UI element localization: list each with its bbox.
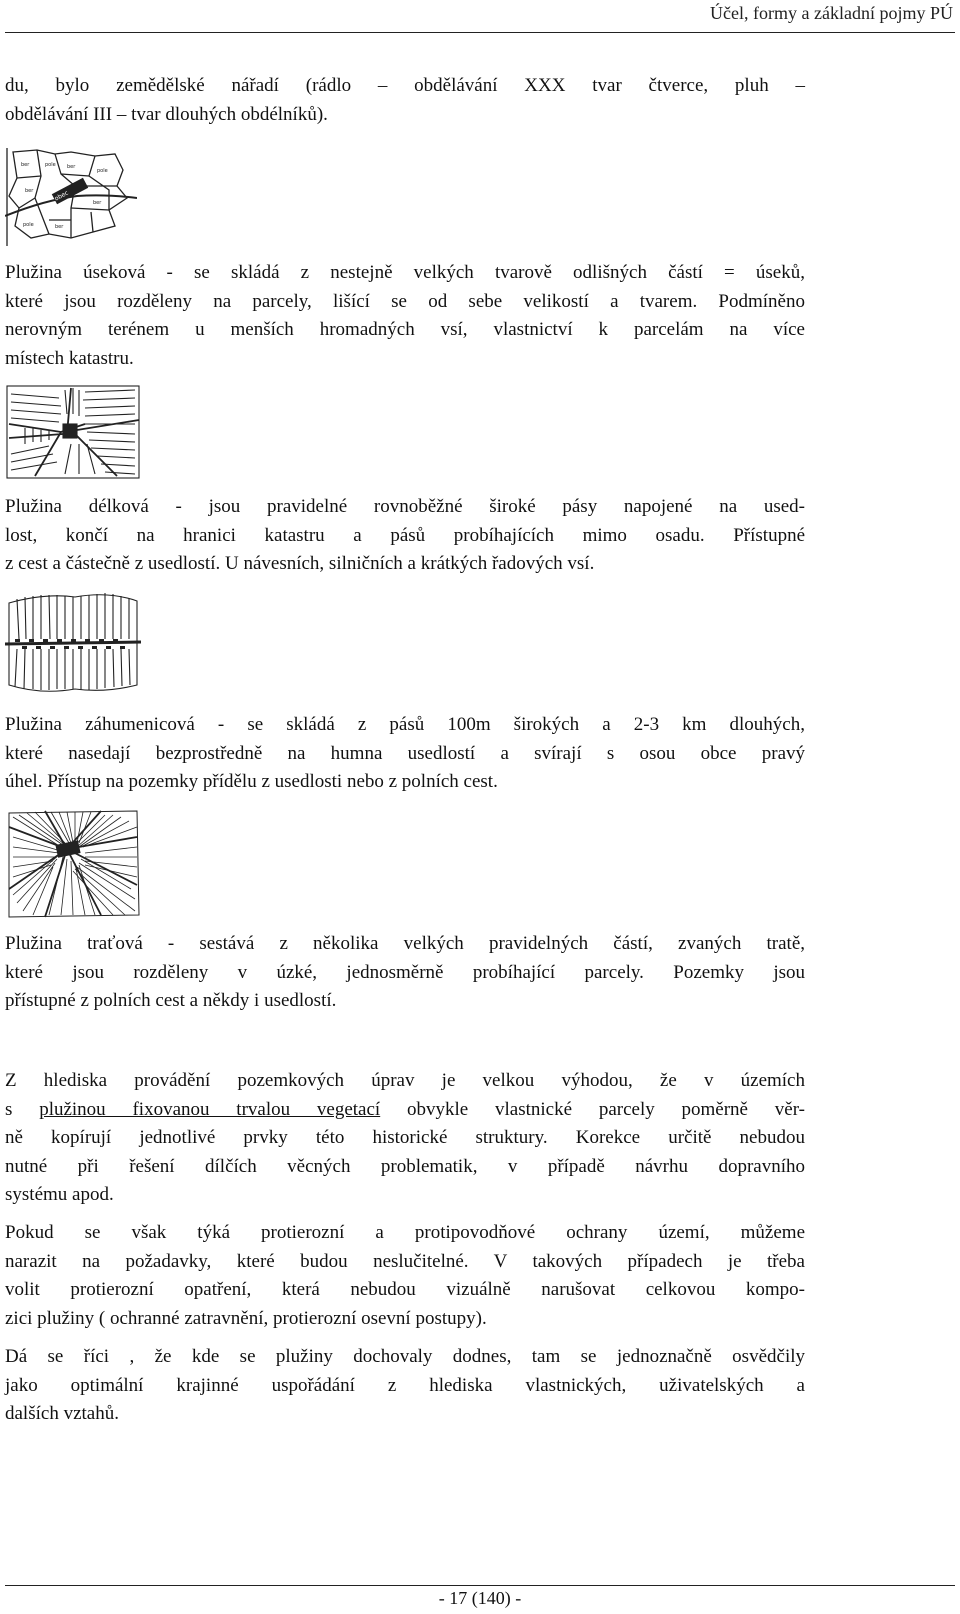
text-line: nerovným terénem u menších hromadných vsí, vlastnictví k parcelám na více bbox=[5, 319, 805, 340]
figure-long-strip-field-system bbox=[5, 589, 141, 699]
svg-text:ber: ber bbox=[93, 200, 102, 206]
text-line: Plužina úseková - se skládá z nestejně velkých tvarově odlišných částí = úseků, bbox=[5, 262, 805, 283]
text-line: obdělávání III – tvar dlouhých obdélníků). bbox=[5, 103, 328, 125]
svg-text:pole: pole bbox=[23, 222, 34, 228]
underlined-phrase: plužinou fixovanou trvalou vegetací bbox=[39, 1098, 381, 1120]
svg-text:pole: pole bbox=[97, 168, 108, 174]
text-line: narazit na požadavky, které budou neslučitelné. V takových případech je třeba bbox=[5, 1250, 805, 1272]
text-line: ně kopírují jednotlivé prvky této historické struktury. Korekce určitě nebudou bbox=[5, 1127, 805, 1148]
text-fragment: obvykle vlastnické parcely poměrně věr- bbox=[380, 1098, 805, 1120]
figure-section-field-system bbox=[5, 384, 141, 480]
page-header bbox=[5, 0, 955, 33]
svg-text:ber: ber bbox=[55, 224, 64, 230]
page-number: - 17 (140) - bbox=[438, 1588, 522, 1608]
svg-text:ber: ber bbox=[25, 188, 34, 194]
svg-text:obec: obec bbox=[53, 189, 70, 203]
text-line: přístupné z polních cest a někdy i usedlostí. bbox=[5, 990, 337, 1011]
paragraph-erosion bbox=[5, 1219, 805, 1333]
text-line: lost, končí na hranici katastru a pásů probíhajících mimo osadu. Přístupné bbox=[5, 524, 805, 546]
text-line: du, bylo zemědělské nářadí (rádlo – obdělávání XXX tvar čtverce, pluh – bbox=[5, 75, 805, 96]
text-line bbox=[5, 1096, 805, 1125]
paragraph-tratova bbox=[5, 930, 805, 1016]
text-line: které nasedají bezprostředně na humna usedlostí a svírají s osou obce pravý bbox=[5, 742, 805, 764]
text-line: které jsou rozděleny v úzké, jednosměrně probíhající parcely. Pozemky jsou bbox=[5, 961, 805, 983]
paragraph-zahumenicova bbox=[5, 711, 805, 797]
svg-text:ber: ber bbox=[21, 162, 30, 168]
text-line: z cest a částečně z usedlostí. U návesních, silničních a krátkých řadových vsí. bbox=[5, 553, 595, 574]
header-title: Účel, formy a základní pojmy PÚ bbox=[710, 3, 953, 23]
intro-paragraph bbox=[5, 72, 805, 129]
text-line: jako optimální krajinné uspořádání z hlediska vlastnických, uživatelských a bbox=[5, 1374, 805, 1396]
text-line: dalších vztahů. bbox=[5, 1403, 119, 1424]
text-line: zici plužiny ( ochranné zatravnění, protierozní osevní postupy). bbox=[5, 1307, 487, 1329]
text-line: systému apod. bbox=[5, 1184, 114, 1205]
text-line: které jsou rozděleny na parcely, lišící se od sebe velikostí a tvarem. Podmíněno bbox=[5, 290, 805, 312]
text-fragment: s bbox=[5, 1098, 40, 1120]
paragraph-useka bbox=[5, 259, 805, 373]
text-line: Pokud se však týká protierozní a protipovodňové ochrany území, můžeme bbox=[5, 1222, 805, 1243]
text-line: Plužina traťová - sestává z několika velkých pravidelných částí, zvaných tratě, bbox=[5, 933, 805, 954]
text-line: místech katastru. bbox=[5, 347, 134, 369]
paragraph-delkova bbox=[5, 493, 805, 579]
text-line: nutné při řešení dílčích věcných problematik, v případě návrhu dopravního bbox=[5, 1155, 805, 1177]
figure-backyard-field-system bbox=[5, 807, 141, 919]
svg-text:ber: ber bbox=[67, 164, 76, 170]
text-line: úhel. Přístup na pozemky přídělu z usedlosti nebo z polních cest. bbox=[5, 771, 498, 792]
page-footer bbox=[5, 1585, 955, 1614]
text-line: Plužina délková - jsou pravidelné rovnoběžné široké pásy napojené na used- bbox=[5, 496, 805, 517]
text-line: volit protierozní opatření, která nebudou vizuálně narušovat celkovou kompo- bbox=[5, 1279, 805, 1300]
text-line: Z hlediska provádění pozemkových úprav je velkou výhodou, že v územích bbox=[5, 1070, 805, 1091]
paragraph-advantages bbox=[5, 1067, 805, 1210]
figure-block-field-system bbox=[5, 146, 137, 248]
paragraph-conclusion bbox=[5, 1343, 805, 1429]
text-line: Plužina záhumenicová - se skládá z pásů 100m širokých a 2-3 km dlouhých, bbox=[5, 714, 805, 735]
text-line: Dá se říci , že kde se plužiny dochovaly dodnes, tam se jednoznačně osvědčily bbox=[5, 1346, 805, 1367]
svg-text:pole: pole bbox=[45, 162, 56, 168]
